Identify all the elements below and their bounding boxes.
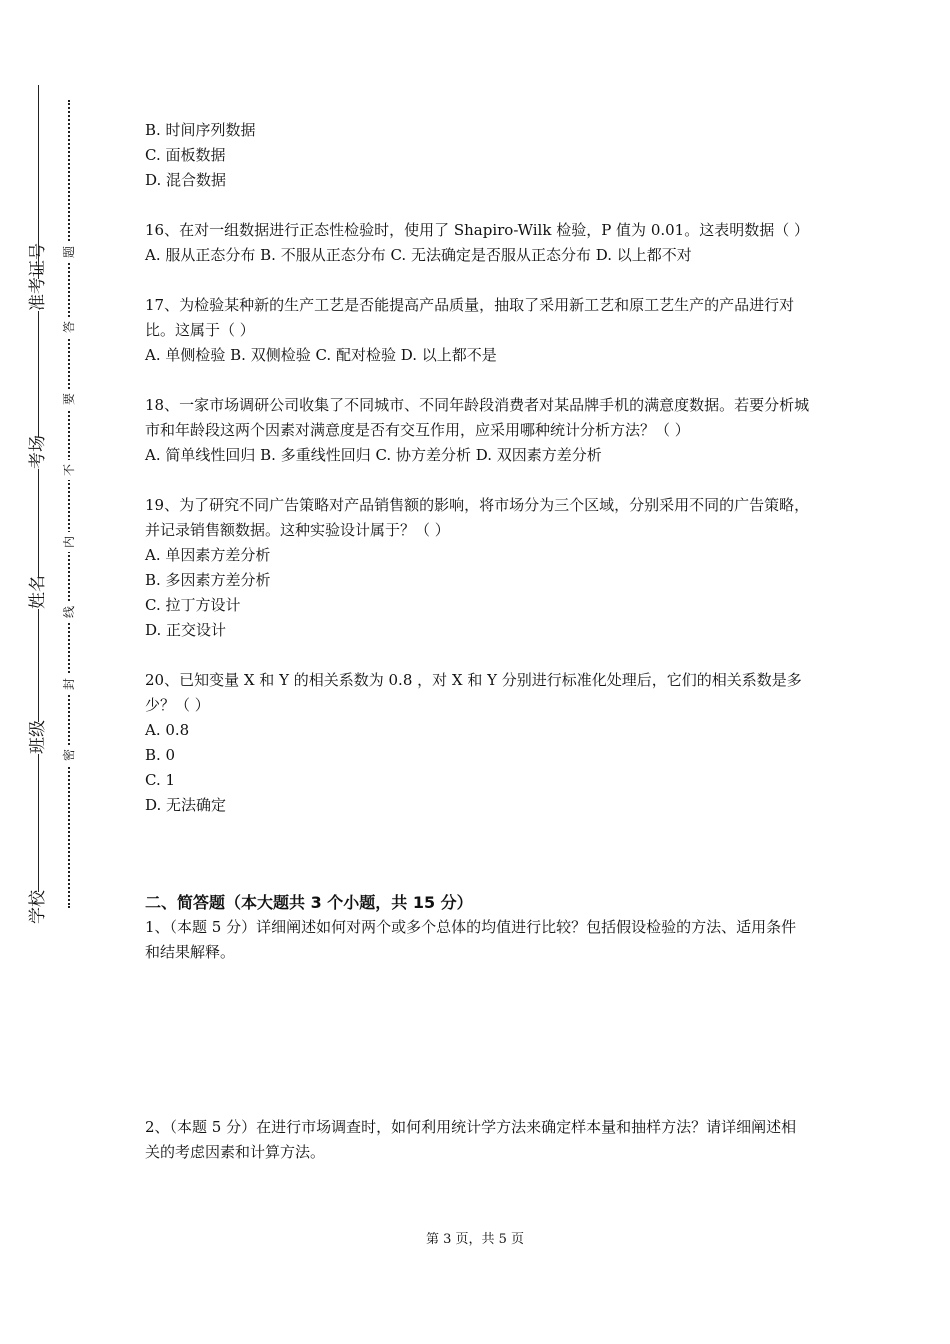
page-footer: 第 3 页，共 5 页 <box>425 1232 525 1247</box>
question-18 <box>145 393 810 468</box>
option: C. 拉丁方设计 <box>145 596 241 614</box>
question-text: 16、在对一组数据进行正态性检验时，使用了 Shapiro-Wilk 检验，P 值为 0.01。这表明数据（ ） <box>145 221 809 239</box>
option: C. 面板数据 <box>145 146 226 164</box>
question-15-continued <box>145 118 810 193</box>
question-17 <box>145 293 810 368</box>
option: A. 单侧检验 B. 双侧检验 C. 配对检验 D. 以上都不是 <box>145 346 497 364</box>
option: A. 服从正态分布 B. 不服从正态分布 C. 无法确定是否服从正态分布 D. 以上都不对 <box>145 246 692 264</box>
class-label: 班级 <box>28 720 48 754</box>
short-answer-question-2-block <box>145 1115 810 1165</box>
option: A. 单因素方差分析 <box>145 546 271 564</box>
question-19 <box>145 493 810 643</box>
fill-in-line <box>38 85 39 921</box>
option: B. 0 <box>145 746 176 764</box>
seal-char: 线 <box>62 602 76 622</box>
question-text: 20、已知变量 X 和 Y 的相关系数为 0.8 ，对 X 和 Y 分别进行标准化处理后，它们的相关系数是多少？（ ） <box>145 671 802 714</box>
question-text: 17、为检验某种新的生产工艺是否能提高产品质量，抽取了采用新工艺和原工艺生产的产品进行对比。这属于（ ） <box>145 296 795 339</box>
name-label: 姓名 <box>28 575 48 609</box>
seal-char: 内 <box>62 532 76 552</box>
option: D. 混合数据 <box>145 171 227 189</box>
short-answer-question-1: 1、（本题 5 分）详细阐述如何对两个或多个总体的均值进行比较？包括假设检验的方法、适用条件和结果解释。 <box>145 918 797 961</box>
option: A. 0.8 <box>145 721 190 739</box>
seal-char: 密 <box>62 745 76 765</box>
seal-char: 题 <box>62 242 76 262</box>
seal-dotted-line <box>68 100 70 908</box>
seal-char: 要 <box>62 389 76 409</box>
section-title: 二、简答题（本大题共 3 个小题，共 15 分） <box>145 893 473 912</box>
option: B. 时间序列数据 <box>145 121 256 139</box>
option: D. 无法确定 <box>145 796 227 814</box>
question-16 <box>145 218 810 268</box>
short-answer-section <box>145 890 810 965</box>
short-answer-question-2: 2、（本题 5 分）在进行市场调查时，如何利用统计学方法来确定样本量和抽样方法？请详细阐述相关的考虑因素和计算方法。 <box>145 1118 797 1161</box>
exam-number-label: 准考证号 <box>28 243 48 311</box>
seal-char: 不 <box>62 460 76 480</box>
exam-room-label: 考场 <box>28 435 48 469</box>
option: D. 正交设计 <box>145 621 227 639</box>
option: B. 多因素方差分析 <box>145 571 271 589</box>
question-content <box>145 118 810 843</box>
question-20 <box>145 668 810 818</box>
binding-margin <box>0 0 90 1344</box>
question-text: 19、为了研究不同广告策略对产品销售额的影响，将市场分为三个区域，分别采用不同的广告策略，并记录销售额数据。这种实验设计属于？（ ） <box>145 496 810 539</box>
question-text: 18、一家市场调研公司收集了不同城市、不同年龄段消费者对某品牌手机的满意度数据。若要分析城市和年龄段这两个因素对满意度是否有交互作用，应采用哪种统计分析方法？（ ） <box>145 396 810 439</box>
seal-char: 封 <box>62 674 76 694</box>
option: C. 1 <box>145 771 176 789</box>
seal-char: 答 <box>62 317 76 337</box>
option: A. 简单线性回归 B. 多重线性回归 C. 协方差分析 D. 双因素方差分析 <box>145 446 602 464</box>
school-label: 学校 <box>28 890 48 924</box>
